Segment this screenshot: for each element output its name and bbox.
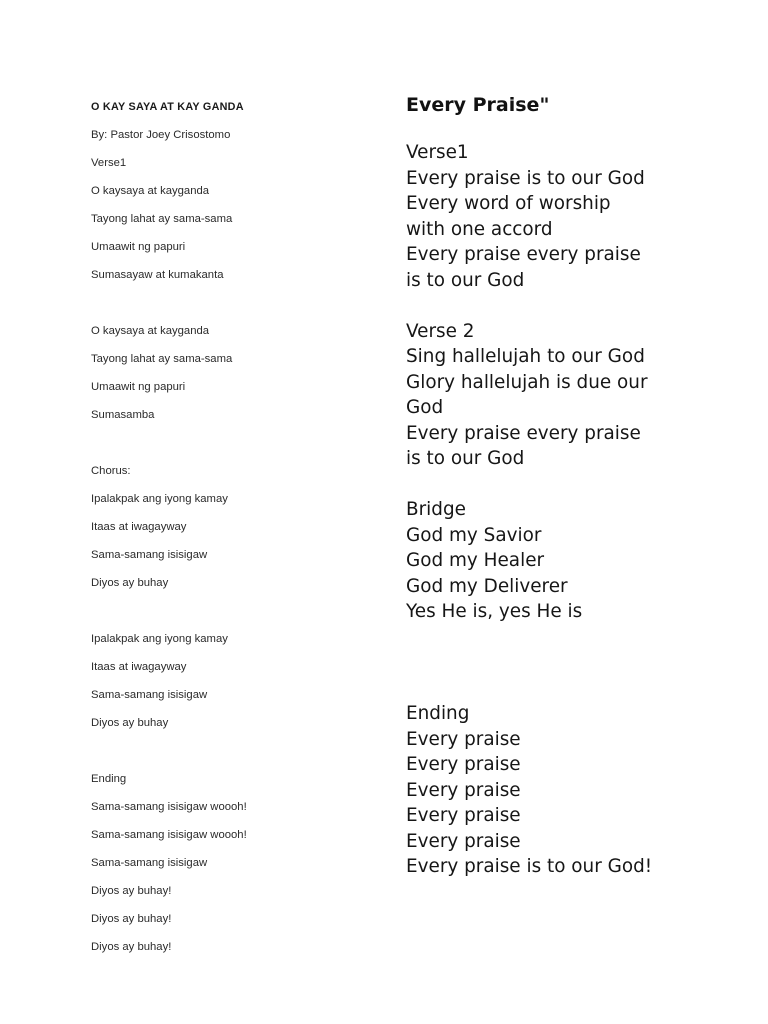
lyric-line: Verse1: [91, 157, 127, 169]
lyric-line: Every praise: [406, 830, 521, 852]
lyric-line: Bridge: [406, 499, 466, 520]
lyric-line: is to our God: [406, 448, 525, 469]
lyric-line: Sama-samang isisigaw: [91, 549, 208, 561]
lyric-blank-line: [91, 429, 381, 457]
lyric-line: God my Deliverer: [406, 575, 568, 597]
lyric-line: Itaas at iwagayway: [91, 661, 187, 673]
lyric-line: Verse1: [406, 142, 469, 163]
lyric-line: Tayong lahat ay sama-sama: [91, 213, 233, 225]
left-song-byline: By: Pastor Joey Crisostomo: [91, 129, 231, 141]
lyric-line: Every praise: [406, 805, 521, 826]
lyric-line: Sumasayaw at kumakanta: [91, 269, 224, 281]
lyric-line: Diyos ay buhay: [91, 577, 169, 589]
lyric-line: O kaysaya at kayganda: [91, 325, 210, 337]
lyric-line: Ipalakpak ang iyong kamay: [91, 493, 228, 505]
lyric-line: God my Healer: [406, 550, 545, 571]
lyric-line: Umaawit ng papuri: [91, 241, 186, 253]
lyric-line: Every praise: [406, 754, 521, 775]
lyric-line: O kaysaya at kayganda: [91, 185, 210, 197]
lyric-line: with one accord: [406, 218, 553, 240]
right-song-title: Every Praise": [406, 94, 550, 116]
lyric-line: Sama-samang isisigaw woooh!: [91, 801, 247, 813]
lyric-blank-line: [91, 737, 381, 765]
lyric-line: Sing hallelujah to our God: [406, 346, 645, 367]
lyric-line: Diyos ay buhay!: [91, 941, 172, 953]
lyric-blank-line: [406, 676, 706, 702]
lyric-line: Sumasamba: [91, 409, 155, 421]
lyric-line: Ipalakpak ang iyong kamay: [91, 633, 228, 645]
lyric-line: Every word of worship: [406, 193, 611, 214]
lyric-line: Diyos ay buhay: [91, 717, 169, 729]
lyric-line: Every praise is to our God: [406, 167, 645, 189]
lyric-line: Tayong lahat ay sama-sama: [91, 353, 233, 365]
left-lyrics-column: [91, 93, 381, 961]
lyric-line: is to our God: [406, 269, 525, 291]
lyric-line: Every praise is to our God!: [406, 856, 653, 877]
lyric-line: Ending: [91, 773, 127, 785]
lyric-blank-line: [91, 289, 381, 317]
lyric-line: Every praise every praise: [406, 422, 641, 444]
left-song-title: O KAY SAYA AT KAY GANDA: [91, 101, 244, 113]
lyric-line: Sama-samang isisigaw: [91, 857, 208, 869]
right-lyrics-body: [406, 140, 706, 880]
lyric-line: God my Savior: [406, 524, 542, 546]
lyric-line: Every praise every praise: [406, 244, 641, 265]
lyric-line: God: [406, 397, 444, 418]
lyric-blank-line: [91, 597, 381, 625]
right-lyrics-column: [406, 92, 706, 880]
lyric-line: Ending: [406, 703, 470, 724]
lyric-line: Umaawit ng papuri: [91, 381, 186, 393]
lyric-line: Diyos ay buhay!: [91, 885, 172, 897]
lyric-line: Every praise: [406, 779, 521, 801]
lyric-blank-line: [406, 472, 706, 498]
lyric-line: Chorus:: [91, 465, 131, 477]
lyric-blank-line: [406, 625, 706, 651]
lyric-line: Every praise: [406, 728, 521, 750]
lyric-line: Sama-samang isisigaw: [91, 689, 208, 701]
lyric-line: Verse 2: [406, 320, 475, 342]
lyric-blank-line: [406, 650, 706, 676]
lyric-blank-line: [406, 293, 706, 319]
lyric-line: Glory hallelujah is due our: [406, 371, 648, 393]
right-title-spacer: [406, 118, 706, 140]
left-lyrics-body: [91, 149, 381, 961]
lyric-line: Yes He is, yes He is: [406, 601, 583, 622]
lyric-line: Diyos ay buhay!: [91, 913, 172, 925]
lyric-line: Sama-samang isisigaw woooh!: [91, 829, 247, 841]
lyric-line: Itaas at iwagayway: [91, 521, 187, 533]
